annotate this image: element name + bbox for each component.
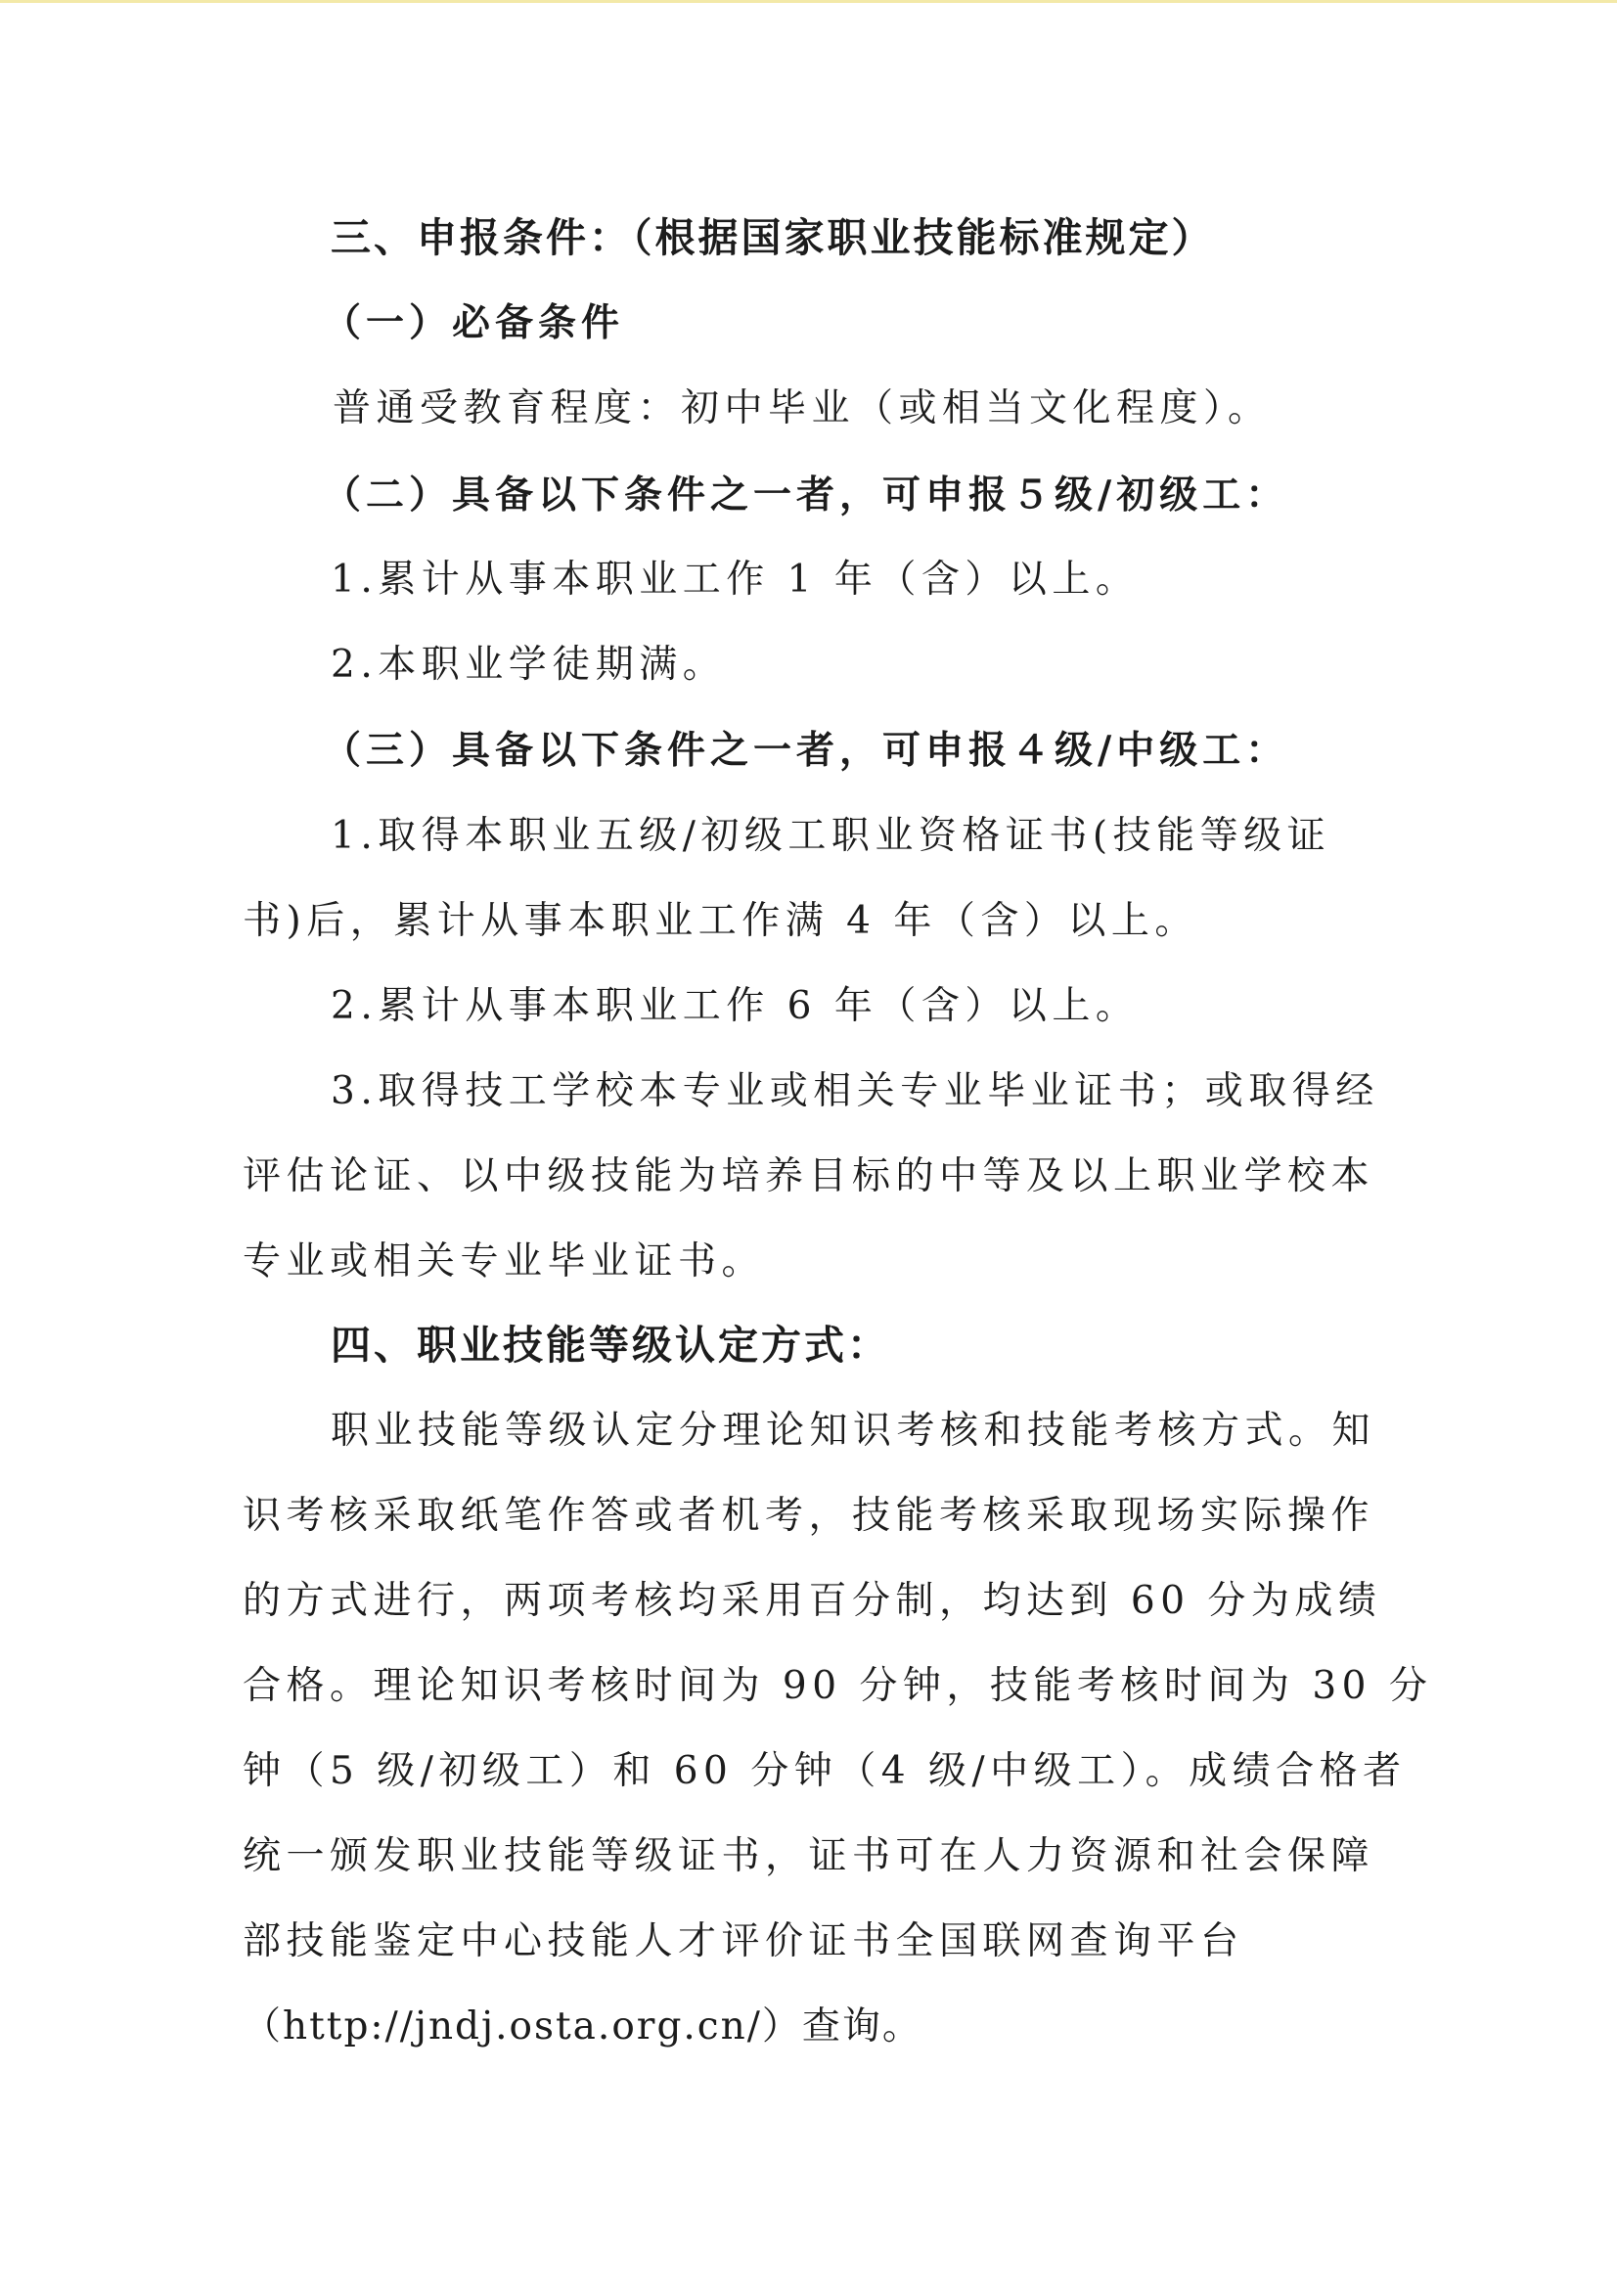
section-3-heading: 三、申报条件：（根据国家职业技能标准规定）: [331, 214, 1215, 261]
section-4-paragraph-line-5: 钟（5 级/初级工）和 60 分钟（4 级/中级工）。成绩合格者: [243, 1749, 1407, 1793]
section-4-heading: 四、职业技能等级认定方式：: [331, 1322, 890, 1369]
sub-3-item-3-line-3: 专业或相关专业毕业证书。: [243, 1239, 766, 1283]
section-4-paragraph-line-7: 部技能鉴定中心技能人才评价证书全国联网查询平台: [243, 1919, 1244, 1963]
sub-2-heading: （二）具备以下条件之一者，可申报５级/初级工：: [323, 473, 1289, 518]
section-4-paragraph-line-1: 职业技能等级认定分理论知识考核和技能考核方式。知: [331, 1409, 1376, 1453]
section-4-paragraph-line-2: 识考核采取纸笔作答或者机考，技能考核采取现场实际操作: [243, 1494, 1375, 1538]
sub-2-item-2: 2.本职业学徒期满。: [331, 643, 727, 687]
sub-3-heading: （三）具备以下条件之一者，可申报４级/中级工：: [323, 728, 1289, 773]
sub-1-heading: （一）必备条件: [323, 300, 625, 345]
sub-3-item-1-line-1: 1.取得本职业五级/初级工职业资格证书(技能等级证: [331, 814, 1331, 858]
sub-2-item-1: 1.累计从事本职业工作 1 年（含）以上。: [331, 558, 1140, 602]
section-4-paragraph-line-3: 的方式进行，两项考核均采用百分制，均达到 60 分为成绩: [243, 1579, 1382, 1623]
sub-1-education: 普通受教育程度：初中毕业（或相当文化程度）。: [333, 386, 1272, 430]
sub-3-item-2: 2.累计从事本职业工作 6 年（含）以上。: [331, 984, 1140, 1028]
sub-3-item-3-line-1: 3.取得技工学校本专业或相关专业毕业证书；或取得经: [331, 1069, 1379, 1113]
section-4-paragraph-line-4: 合格。理论知识考核时间为 90 分钟，技能考核时间为 30 分: [243, 1664, 1433, 1708]
section-4-paragraph-line-6: 统一颁发职业技能等级证书，证书可在人力资源和社会保障: [243, 1834, 1375, 1878]
query-platform-url: （http://jndj.osta.org.cn/）查询。: [243, 2004, 922, 2048]
sub-3-item-1-line-2: 书)后，累计从事本职业工作满 4 年（含）以上。: [243, 899, 1198, 943]
sub-3-item-3-line-2: 评估论证、以中级技能为培养目标的中等及以上职业学校本: [243, 1154, 1375, 1198]
